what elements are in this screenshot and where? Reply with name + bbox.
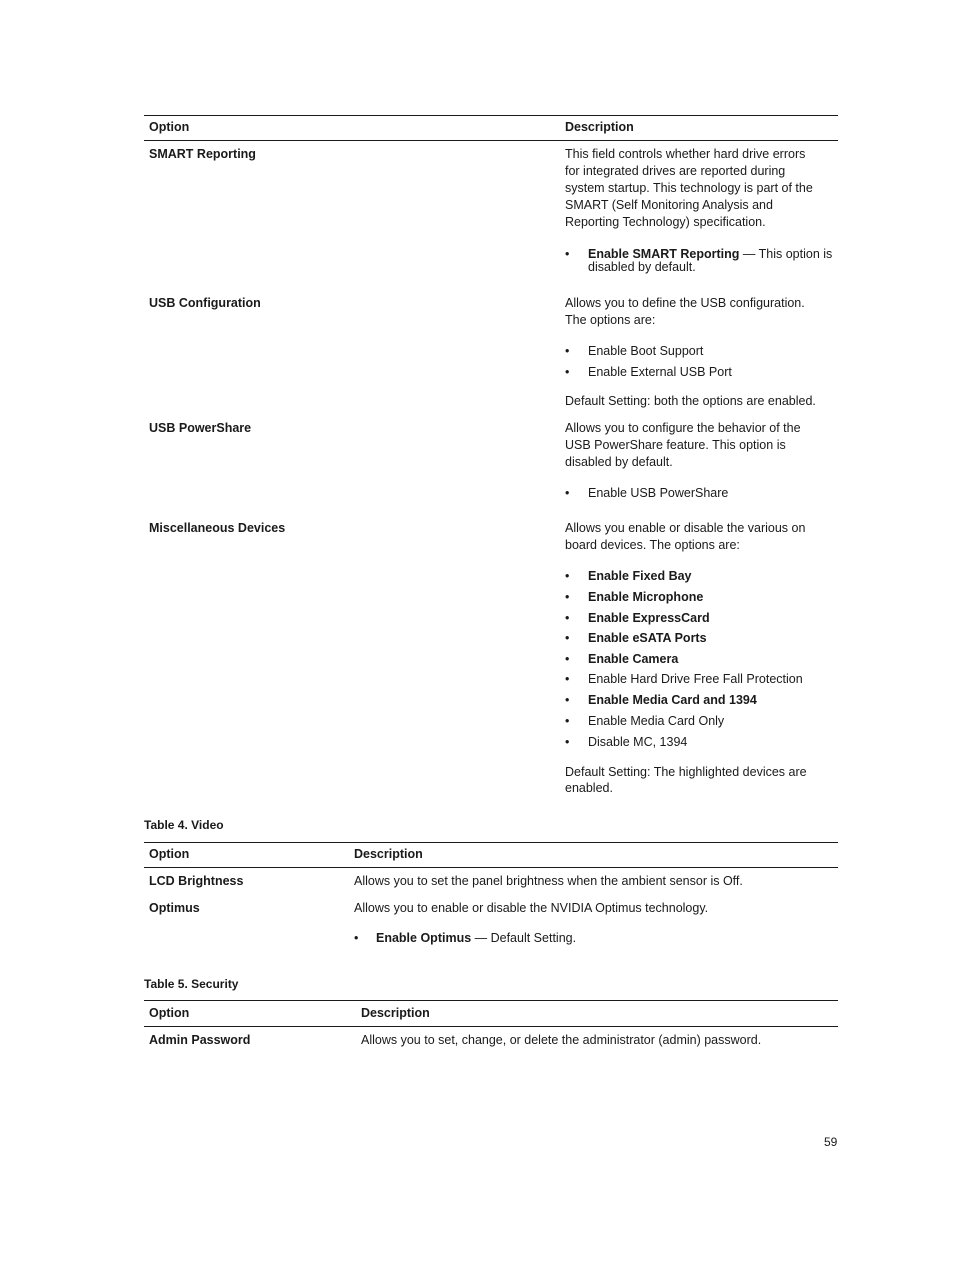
table-caption-security: Table 5. Security [144,977,239,991]
table-header-rule [144,140,838,141]
list-item: Enable Hard Drive Free Fall Protection [588,672,803,686]
description: Allows you to set, change, or delete the administrator (admin) password. [361,1033,762,1047]
page-number: 59 [824,1135,838,1149]
header-description: Description [354,847,423,861]
option-smart-reporting: SMART Reporting [149,147,256,161]
header-description: Description [361,1006,430,1020]
list-item-continuation: disabled by default. [588,260,696,274]
default-setting: Default Setting: The highlighted devices are [565,765,807,779]
list-item: Enable External USB Port [588,365,732,379]
list-item: Enable Media Card Only [588,714,725,728]
bullet-icon: • [565,590,570,604]
header-description: Description [565,120,634,134]
option-note: — Default Setting. [471,931,577,945]
bullet-icon: • [565,672,570,686]
description-line: USB PowerShare feature. This option is [565,438,786,452]
table-top-rule [144,842,838,843]
list-item [376,930,576,947]
list-item: Enable eSATA Ports [588,631,707,645]
bullet-icon: • [565,247,570,261]
description-line: The options are: [565,313,656,327]
option-usb-configuration: USB Configuration [149,296,261,310]
bullet-icon: • [565,344,570,358]
list-item: Enable Camera [588,652,679,666]
list-item: Enable Media Card and 1394 [588,693,757,707]
bullet-icon: • [565,652,570,666]
table-top-rule [144,1000,838,1001]
table-header-rule [144,867,838,868]
table-top-rule [144,115,838,116]
list-item: Enable Boot Support [588,344,704,358]
list-item: Enable Microphone [588,590,704,604]
bullet-icon: • [565,714,570,728]
option-note: — This option is [739,247,833,261]
description-line: Allows you enable or disable the various on [565,521,806,535]
description-line: disabled by default. [565,455,673,469]
option-name: Enable Optimus [376,931,472,945]
description-line: Allows you to define the USB configuration. [565,296,805,310]
bullet-icon: • [565,486,570,500]
bullet-icon: • [565,631,570,645]
description-line: Allows you to configure the behavior of the [565,421,801,435]
description: Allows you to enable or disable the NVIDIA Optimus technology. [354,901,709,915]
list-item: Enable Fixed Bay [588,569,692,583]
bullet-icon: • [565,365,570,379]
bullet-icon: • [565,735,570,749]
header-option: Option [149,847,190,861]
option-lcd-brightness: LCD Brightness [149,874,244,888]
option-miscellaneous-devices: Miscellaneous Devices [149,521,286,535]
description-line: Reporting Technology) specification. [565,215,766,229]
option-usb-powershare: USB PowerShare [149,421,252,435]
description-line: for integrated drives are reported during [565,164,786,178]
table-header-rule [144,1026,838,1027]
default-setting: enabled. [565,781,613,795]
default-setting: Default Setting: both the options are enabled. [565,394,816,408]
list-item: Enable USB PowerShare [588,486,729,500]
description: Allows you to set the panel brightness when the ambient sensor is Off. [354,874,743,888]
description-line: board devices. The options are: [565,538,740,552]
option-name: Enable SMART Reporting [588,247,740,261]
description-line: This field controls whether hard drive errors [565,147,806,161]
header-option: Option [149,120,190,134]
header-option: Option [149,1006,190,1020]
bullet-icon: • [565,569,570,583]
table-caption-video: Table 4. Video [144,818,224,832]
option-admin-password: Admin Password [149,1033,251,1047]
list-item: Disable MC, 1394 [588,735,688,749]
bullet-icon: • [354,931,359,945]
list-item: Enable ExpressCard [588,611,710,625]
bullet-icon: • [565,693,570,707]
bullet-icon: • [565,611,570,625]
description-line: system startup. This technology is part of the [565,181,813,195]
option-optimus: Optimus [149,901,200,915]
description-line: SMART (Self Monitoring Analysis and [565,198,773,212]
